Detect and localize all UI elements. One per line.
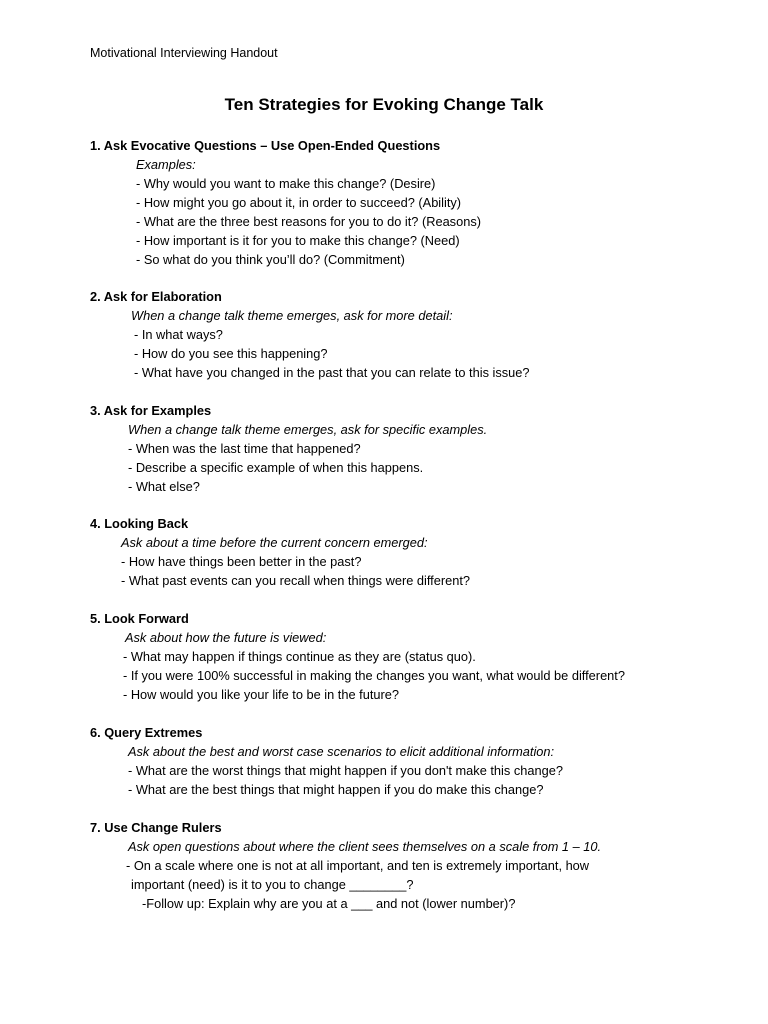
strategy-1-heading: 1. Ask Evocative Questions – Use Open-Ended Questions	[90, 138, 441, 153]
strategy-4-item: - How have things been better in the past?	[121, 554, 362, 569]
strategy-5-item: - How would you like your life to be in the future?	[123, 687, 399, 702]
strategy-7-item: - On a scale where one is not at all important, and ten is extremely important, how	[126, 858, 590, 873]
document-title: Ten Strategies for Evoking Change Talk	[224, 95, 544, 114]
strategy-2-item: - What have you changed in the past that you can relate to this issue?	[134, 365, 530, 380]
strategy-1-intro: Examples:	[136, 157, 196, 172]
strategy-3-item: - When was the last time that happened?	[128, 441, 361, 456]
strategy-5-item: - What may happen if things continue as they are (status quo).	[123, 649, 476, 664]
strategy-3-item: - What else?	[128, 479, 200, 494]
strategy-7-item: -Follow up: Explain why are you at a ___ and not (lower number)?	[142, 896, 516, 911]
strategy-7-item: important (need) is it to you to change ________?	[131, 877, 414, 892]
strategy-6-item: - What are the best things that might happen if you do make this change?	[128, 782, 544, 797]
document-header: Motivational Interviewing Handout	[90, 46, 278, 60]
strategy-2-item: - In what ways?	[134, 327, 223, 342]
strategy-1-item: - How important is it for you to make this change? (Need)	[136, 233, 460, 248]
strategy-2-intro: When a change talk theme emerges, ask for more detail:	[131, 308, 453, 323]
strategy-4-heading: 4. Looking Back	[90, 516, 189, 531]
strategy-3-heading: 3. Ask for Examples	[90, 403, 212, 418]
strategy-6-heading: 6. Query Extremes	[90, 725, 203, 740]
strategy-1-item: - So what do you think you’ll do? (Commitment)	[136, 252, 405, 267]
strategy-4-item: - What past events can you recall when things were different?	[121, 573, 471, 588]
strategy-4-intro: Ask about a time before the current concern emerged:	[121, 535, 428, 550]
strategy-3-item: - Describe a specific example of when this happens.	[128, 460, 424, 475]
strategy-6-intro: Ask about the best and worst case scenarios to elicit additional information:	[128, 744, 555, 759]
strategy-5-heading: 5. Look Forward	[90, 611, 189, 626]
strategy-5-item: - If you were 100% successful in making the changes you want, what would be different?	[123, 668, 625, 683]
strategy-1-item: - Why would you want to make this change? (Desire)	[136, 176, 436, 191]
strategy-1-item: - What are the three best reasons for you to do it? (Reasons)	[136, 214, 481, 229]
strategy-2-item: - How do you see this happening?	[134, 346, 328, 361]
strategy-7-heading: 7. Use Change Rulers	[90, 820, 222, 835]
strategy-6-item: - What are the worst things that might happen if you don't make this change?	[128, 763, 563, 778]
strategy-7-intro: Ask open questions about where the client sees themselves on a scale from 1 – 10.	[128, 839, 602, 854]
strategy-5-intro: Ask about how the future is viewed:	[125, 630, 327, 645]
strategy-1-item: - How might you go about it, in order to succeed? (Ability)	[136, 195, 462, 210]
strategy-2-heading: 2. Ask for Elaboration	[90, 289, 222, 304]
strategy-3-intro: When a change talk theme emerges, ask for specific examples.	[128, 422, 488, 437]
